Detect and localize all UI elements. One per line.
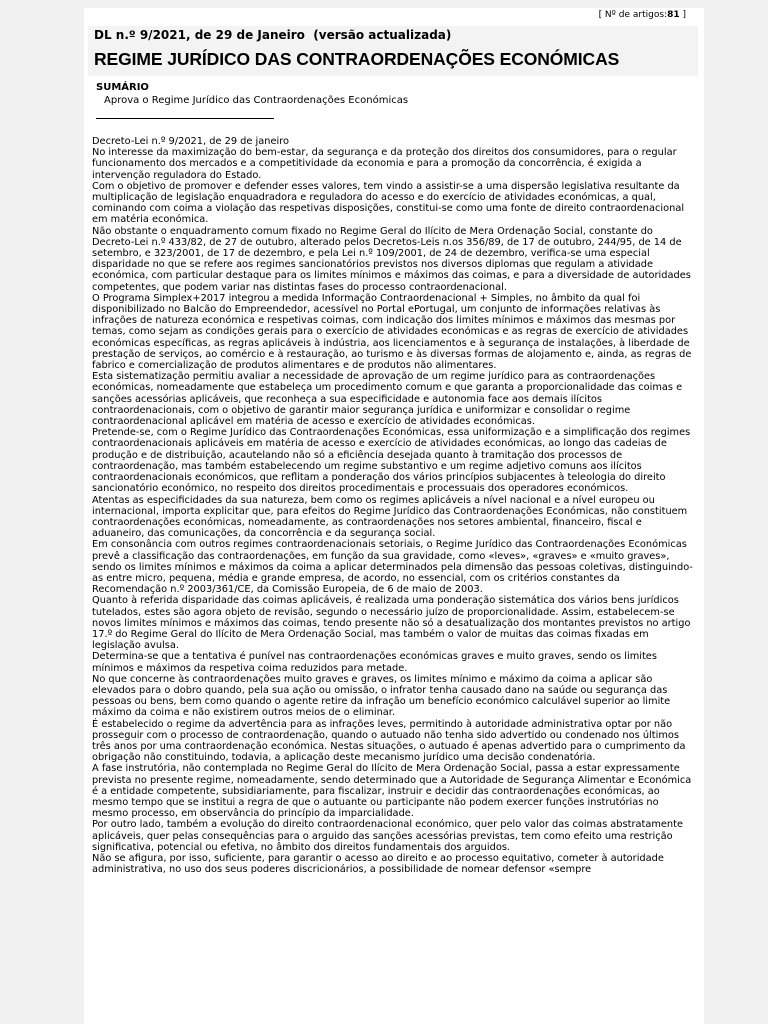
paragraph: A fase instrutória, não contemplada no Regime Geral do Ilícito de Mera Ordenação Social, passa a estar expressamente prevista no presente regime, nomeadamente, sendo determinado que a Autoridade de Segurança Alimentar e Económica é a entidade competente, subsidiariamente, para fiscalizar, instruir e decidir das contraordenações económicas, ao mesmo tempo que se institui a regra de que o autuante ou participante não podem exercer funções instrutórias no mesmo processo, em observância do princípio da imparcialidade. [92,763,692,820]
paragraph: No que concerne às contraordenações muito graves e graves, os limites mínimo e máximo da coima a aplicar são elevados para o dobro quando, pela sua ação ou omissão, o infrator tenha causado dano na saúde ou segurança das pessoas ou bens, bem como quando o agente retire da infração um benefício económico calculável superior ao limite máximo da coima e não existirem outros meios de o eliminar. [92,673,671,719]
summary-text: Aprova o Regime Jurídico das Contraordenações Económicas [104,95,409,106]
paragraph: No interesse da maximização do bem-estar, da segurança e da proteção dos direitos dos consumidores, para o regular funcionamento dos mercados e a competitividade da economia e para a promoção da concorrência, é exigida a intervenção reguladora do Estado. [92,147,677,181]
paragraph: Com o objetivo de promover e defender esses valores, tem vindo a assistir-se a uma dispersão legislativa resultante da multiplicação de legislação enquadradora e reguladora do acesso e do exercício de atividades económicas, a qual, cominando com coima a violação das respetivas disposições, constitui-se como uma fonte de direito contraordenacional em matéria económica. [92,180,685,226]
article-count-label: [ Nº de artigos: [598,10,668,20]
paragraph: Não se afigura, por isso, suficiente, para garantir o acesso ao direito e ao processo equitativo, cometer à autoridade administrativa, no uso dos seus poderes discricionários, a possibilidade de nomear defensor «sempre [92,853,664,876]
section-divider [96,118,274,119]
document-body [92,136,696,875]
article-count-value: 81 [667,10,680,20]
paragraph: O Programa Simplex+2017 integrou a medida Informação Contraordenacional + Simples, no âmbito da qual foi disponibilizado no Balcão do Empreendedor, acessível no Portal ePortugal, um conjunto de informações relativas às infrações de natureza económica e respetivas coimas, com indicação dos limites mínimos e máximos das mesmas por temas, como sejam as condições gerais para o exercício de atividades económicas e as regras de exercício de atividades económicas específicas, as regras aplicáveis à indústria, aos licenciamentos e à segurança de instalações, à liberdade de prestação de serviços, ao comércio e à restauração, ao turismo e às diversas formas de alojamento e, ainda, as regras de fabrico e comercialização de produtos alimentares e de produtos não alimentares. [92,292,692,372]
summary-section [96,81,408,107]
document-title: REGIME JURÍDICO DAS CONTRAORDENAÇÕES ECONÓMICAS [94,49,620,69]
article-count-close: ] [682,10,686,20]
paragraph: Decreto-Lei n.º 9/2021, de 29 de janeiro [92,136,290,147]
paragraph: Quanto à referida disparidade das coimas aplicáveis, é realizada uma ponderação sistemática dos vários bens jurídicos tutelados, estes são agora objeto de revisão, segundo o necessário juízo de proporcionalidade. Assim, estabelecem-se novos limites mínimos e máximos das coimas, tendo presente não só a desatualização dos montantes previstos no artigo 17.º do Regime Geral do Ilícito de Mera Ordenação Social, mas também o valor de muitas das coimas fixadas em legislação avulsa. [92,595,691,652]
paragraph: Determina-se que a tentativa é punível nas contraordenações económicas graves e muito graves, sendo os limites mínimos e máximos da respetiva coima reduzidos para metade. [92,651,657,674]
paragraph: Esta sistematização permitiu avaliar a necessidade de aprovação de um regime jurídico para as contraordenações económicas, nomeadamente que estabeleça um procedimento comum e que garanta a proporcionalidade das coimas e sanções acessórias aplicáveis, que reconheça a sua especificidade e autonomia face aos demais ilícitos contraordenacionais, com o objetivo de garantir maior segurança jurídica e uniformizar e consolidar o regime contraordenacional aplicável em matéria de acesso e exercício de atividades económicas. [92,371,683,428]
diploma-reference: DL n.º 9/2021, de 29 de Janeiro [94,28,305,42]
paragraph: É estabelecido o regime da advertência para as infrações leves, permitindo à autoridade administrativa optar por não prosseguir com o processo de contraordenação, quando o autuado não tenha sido advertido ou condenado nos últimos três anos por uma contraordenação económica. Nestas situações, o autuado é apenas advertido para o cumprimento da obrigação não constituindo, todavia, a aplicação deste mecanismo jurídico uma decisão condenatória. [92,718,686,764]
paragraph: Por outro lado, também a evolução do direito contraordenacional económico, quer pelo valor das coimas abstratamente aplicáveis, quer pelas consequências para o arguido das sanções acessórias previstas, tem como efeito uma restrição significativa, potencial ou efetiva, no âmbito dos direitos fundamentais dos arguidos. [92,819,683,853]
summary-label: SUMÁRIO [96,82,149,93]
article-count [599,10,686,20]
document-page [84,8,704,1024]
paragraph: Atentas as especificidades da sua natureza, bem como os regimes aplicáveis a nível nacional e a nível europeu ou internacional, importa explicitar que, para efeitos do Regime Jurídico das Contraordenações Económicas, não constituem contraordenações económicas, nomeadamente, as contraordenações nos setores ambiental, financeiro, fiscal e aduaneiro, das comunicações, da concorrência e da segurança social. [92,494,688,540]
paragraph: Pretende-se, com o Regime Jurídico das Contraordenações Económicas, essa uniformização e a simplificação dos regimes contraordenacionais aplicáveis em matéria de acesso e exercício de atividades económicas, ao longo das cadeias de produção e de distribuição, acautelando não só a eficiência desejada quanto à tramitação dos processos de contraordenação, mas também estabelecendo um regime substantivo e um regime adjetivo comuns aos ilícitos contraordenacionais económicos, que reflitam a ponderação dos vários princípios subjacentes à teleologia do direito sancionatório económico, no respeito dos direitos procedimentais e processuais dos operadores económicos. [92,427,691,495]
document-header [88,26,698,76]
paragraph: Em consonância com outros regimes contraordenacionais setoriais, o Regime Jurídico das Contraordenações Económicas prevê a classificação das contraordenações, em função da sua gravidade, como «leves», «graves» e «muito graves», sendo os limites mínimos e máximos da coima a aplicar determinados pela dimensão das pessoas coletivas, distinguindo-as entre micro, pequena, média e grande empresa, de acordo, no essencial, com os critérios constantes da Recomendação n.º 2003/361/CE, da Comissão Europeia, de 6 de maio de 2003. [92,539,693,596]
diploma-line [94,28,698,43]
paragraph: Não obstante o enquadramento comum fixado no Regime Geral do Ilícito de Mera Ordenação Social, constante do Decreto-Lei n.º 433/82, de 27 de outubro, alterado pelos Decretos-Leis n.os 356/89, de 17 de outubro, 244/95, de 14 de setembro, e 323/2001, de 17 de dezembro, e pela Lei n.º 109/2001, de 24 de dezembro, verifica-se uma especial disparidade no que se refere aos regimes sancionatórios previstos nos diversos diplomas que regulam a atividade económica, com particular destaque para os limites mínimos e máximos das coimas, e para a diversidade de autoridades competentes, que podem variar nas distintas fases do processo contraordenacional. [92,225,691,293]
version-note: (versão actualizada) [313,28,452,42]
